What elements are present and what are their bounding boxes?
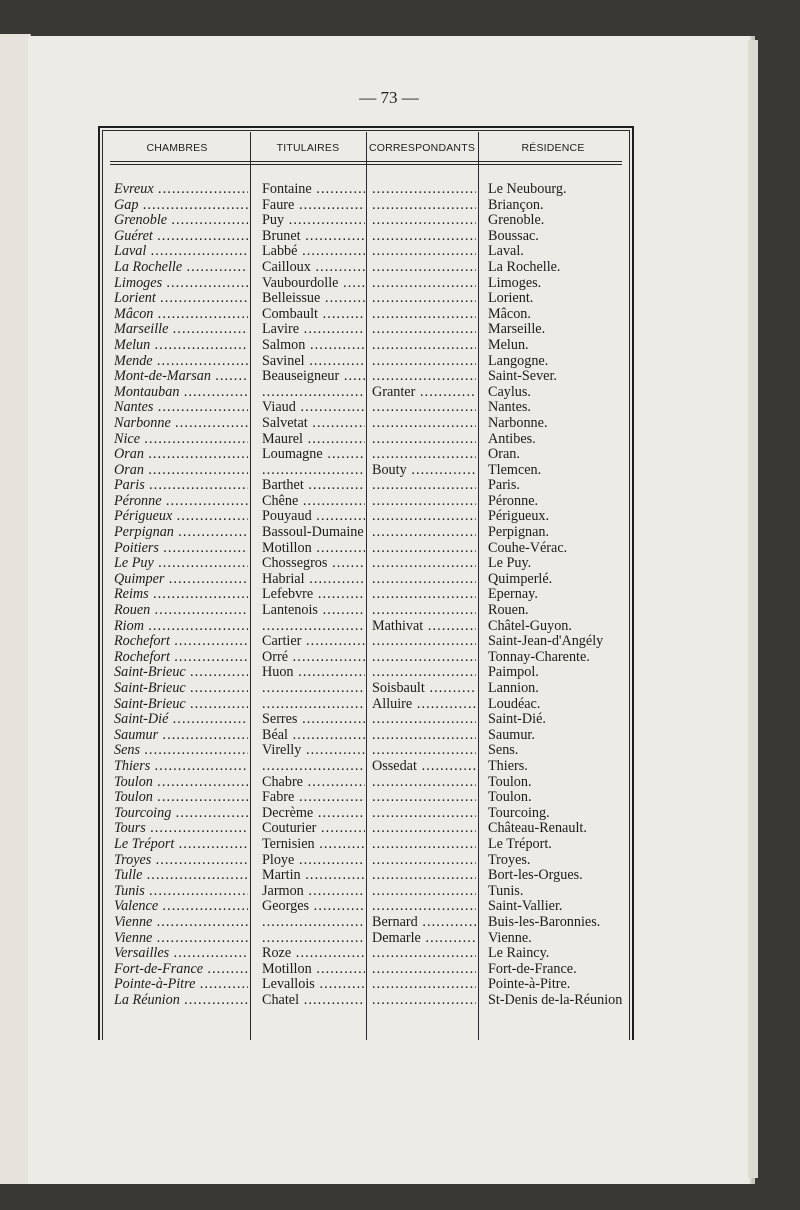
table-row — [100, 977, 632, 993]
table-row — [100, 884, 632, 900]
document-page — [28, 36, 750, 1184]
residence-cell: Marseille. — [488, 322, 546, 338]
table-row — [100, 665, 632, 681]
table-row — [100, 556, 632, 572]
table-row — [100, 244, 632, 260]
table-row — [100, 634, 632, 650]
page-number: — 73 — — [359, 88, 419, 107]
titulaire-cell: Barthet ..... — [262, 478, 365, 494]
correspondant-cell — [372, 354, 476, 370]
correspondant-cell — [372, 509, 476, 525]
titulaire-cell: Combault ..... — [262, 307, 365, 323]
chamber-cell: Mâcon ..... — [114, 307, 248, 323]
titulaire-cell: Couturier ..... — [262, 821, 365, 837]
table-row — [100, 369, 632, 385]
residence-cell: Quimperlé. — [488, 571, 553, 587]
titulaire-cell: Habrial ..... — [262, 572, 365, 588]
residence-cell: Saint-Sever. — [488, 369, 557, 385]
residence-cell: Thiers. — [488, 758, 528, 774]
correspondant-cell: Alluire ..... — [372, 697, 476, 713]
table-row — [100, 775, 632, 791]
residence-cell: Fort-de-France. — [488, 961, 577, 977]
correspondant-cell — [372, 541, 476, 557]
residence-cell: Bort-les-Orgues. — [488, 868, 583, 884]
titulaire-cell: Huon ..... — [262, 665, 365, 681]
correspondant-cell — [372, 416, 476, 432]
chamber-cell: Reims ..... — [114, 587, 248, 603]
correspondant-cell — [372, 244, 476, 260]
chamber-cell: Nice ..... — [114, 432, 248, 448]
header-rule — [110, 164, 622, 165]
correspondant-cell: Ossedat ..... — [372, 759, 476, 775]
table-row — [100, 229, 632, 245]
table-row — [100, 338, 632, 354]
correspondant-cell — [372, 712, 476, 728]
residence-cell: Antibes. — [488, 431, 536, 447]
correspondant-cell — [372, 369, 476, 385]
residence-cell: Le Raincy. — [488, 946, 550, 962]
table-row — [100, 182, 632, 198]
header-residence: RÉSIDENCE — [521, 142, 585, 154]
correspondant-cell — [372, 182, 476, 198]
titulaire-cell: Cartier ..... — [262, 634, 365, 650]
chamber-cell: Gap ..... — [114, 198, 248, 214]
correspondant-cell — [372, 946, 476, 962]
correspondant-cell — [372, 993, 476, 1009]
chamber-cell: Saint-Brieuc ..... — [114, 681, 248, 697]
titulaire-cell: Belleissue ..... — [262, 291, 365, 307]
table-row — [100, 525, 632, 541]
titulaire-cell: Vaubourdolle ..... — [262, 276, 365, 292]
titulaire-cell: Fabre ..... — [262, 790, 365, 806]
correspondant-cell — [372, 494, 476, 510]
residence-cell: Saint-Dié. — [488, 712, 546, 728]
table-row — [100, 743, 632, 759]
chamber-cell: Saumur ..... — [114, 728, 248, 744]
correspondant-cell — [372, 198, 476, 214]
residence-cell: Péronne. — [488, 493, 539, 509]
chamber-cell: Oran ..... — [114, 447, 248, 463]
table-row — [100, 806, 632, 822]
titulaire-cell: Roze ..... — [262, 946, 365, 962]
correspondant-cell — [372, 650, 476, 666]
correspondant-cell — [372, 525, 476, 541]
titulaire-cell: Loumagne ..... — [262, 447, 365, 463]
chamber-cell: Limoges ..... — [114, 276, 248, 292]
chamber-cell: Evreux ..... — [114, 182, 248, 198]
titulaire-cell — [262, 385, 365, 401]
titulaire-cell — [262, 697, 365, 713]
table-row — [100, 447, 632, 463]
table-row — [100, 291, 632, 307]
chamber-cell: Quimper ..... — [114, 572, 248, 588]
correspondant-cell — [372, 447, 476, 463]
correspondant-cell — [372, 790, 476, 806]
residence-cell: Lannion. — [488, 681, 539, 696]
chamber-cell: Oran ..... — [114, 463, 248, 479]
chamber-cell: Tunis ..... — [114, 884, 248, 900]
table-row — [100, 619, 632, 635]
chamber-cell: La Réunion ..... — [114, 993, 248, 1009]
header-correspondants: CORRESPONDANTS — [368, 142, 476, 154]
correspondant-cell — [372, 743, 476, 759]
residence-cell: Laval. — [488, 244, 524, 260]
residence-cell: Nantes. — [488, 400, 531, 416]
table-row — [100, 697, 632, 713]
residence-cell: Paris. — [488, 478, 520, 494]
residence-cell: La Rochelle. — [488, 259, 561, 275]
correspondant-cell: Demarle ..... — [372, 931, 476, 947]
chamber-cell: Saint-Brieuc ..... — [114, 665, 248, 681]
table-row — [100, 463, 632, 479]
table-row — [100, 915, 632, 931]
chamber-cell: Périgueux ..... — [114, 509, 248, 525]
correspondant-cell — [372, 307, 476, 323]
header-rule — [110, 161, 622, 162]
residence-cell: Le Neubourg. — [488, 182, 567, 197]
table-row — [100, 541, 632, 557]
titulaire-cell: Labbé ..... — [262, 244, 365, 260]
table-row — [100, 478, 632, 494]
correspondant-cell — [372, 587, 476, 603]
correspondant-cell — [372, 322, 476, 338]
chamber-cell: Laval ..... — [114, 244, 248, 260]
correspondant-cell — [372, 775, 476, 791]
header-chambres: CHAMBRES — [146, 142, 208, 154]
residence-cell: Narbonne. — [488, 415, 548, 431]
chamber-cell: Narbonne ..... — [114, 416, 248, 432]
correspondant-cell — [372, 603, 476, 619]
correspondant-cell — [372, 291, 476, 307]
chamber-cell: Thiers ..... — [114, 759, 248, 775]
correspondant-cell — [372, 400, 476, 416]
chamber-cell: Mont-de-Marsan ..... — [114, 369, 248, 385]
table-row — [100, 899, 632, 915]
chamber-cell: Troyes ..... — [114, 853, 248, 869]
table-row — [100, 276, 632, 292]
titulaire-cell: Chatel ..... — [262, 993, 365, 1009]
correspondant-cell — [372, 962, 476, 978]
table-row — [100, 572, 632, 588]
titulaire-cell — [262, 681, 365, 697]
header-titulaires: TITULAIRES — [276, 142, 340, 154]
correspondant-cell — [372, 556, 476, 572]
table-row — [100, 385, 632, 401]
titulaire-cell — [262, 619, 365, 635]
correspondant-cell — [372, 884, 476, 900]
titulaire-cell: Chossegros ..... — [262, 556, 365, 572]
correspondant-cell — [372, 899, 476, 915]
residence-cell: Périgueux. — [488, 509, 550, 525]
chamber-cell: Melun ..... — [114, 338, 248, 354]
chamber-cell: Péronne ..... — [114, 494, 248, 510]
residence-cell: Le Puy. — [488, 556, 532, 572]
chamber-cell: Saint-Brieuc ..... — [114, 697, 248, 713]
table-row — [100, 837, 632, 853]
chamber-cell: Riom ..... — [114, 619, 248, 635]
residence-cell: Mâcon. — [488, 306, 531, 322]
residence-cell: Langogne. — [488, 353, 549, 369]
correspondant-cell — [372, 634, 476, 650]
titulaire-cell: Motillon ..... — [262, 962, 365, 978]
titulaire-cell: Lefebvre ..... — [262, 587, 365, 603]
titulaire-cell — [262, 759, 365, 775]
residence-cell: Grenoble. — [488, 213, 545, 229]
chamber-cell: Le Puy ..... — [114, 556, 248, 572]
chamber-cell: Grenoble ..... — [114, 213, 248, 229]
table-row — [100, 307, 632, 323]
residence-cell: Tunis. — [488, 883, 524, 899]
table-body — [100, 182, 632, 1008]
chamber-cell: Toulon ..... — [114, 775, 248, 791]
correspondant-cell: Bouty ..... — [372, 463, 476, 479]
chamber-cell: Nantes ..... — [114, 400, 248, 416]
correspondant-cell: Mathivat ..... — [372, 619, 476, 635]
correspondant-cell — [372, 868, 476, 884]
correspondant-cell — [372, 276, 476, 292]
chamber-cell: Paris ..... — [114, 478, 248, 494]
table-row — [100, 494, 632, 510]
residence-cell: Limoges. — [488, 275, 542, 291]
residence-cell: Melun. — [488, 337, 529, 353]
residence-cell: Troyes. — [488, 852, 531, 868]
chamber-cell: Guéret ..... — [114, 229, 248, 245]
table-row — [100, 712, 632, 728]
titulaire-cell: Decrème ..... — [262, 806, 365, 822]
residence-cell: Tonnay-Charente. — [488, 649, 590, 665]
chamber-cell: Marseille ..... — [114, 322, 248, 338]
table-row — [100, 416, 632, 432]
correspondant-cell: Soisbault ..... — [372, 681, 476, 697]
residence-cell: Epernay. — [488, 587, 538, 603]
chamber-cell: Tulle ..... — [114, 868, 248, 884]
table-row — [100, 603, 632, 619]
residence-cell: Sens. — [488, 743, 519, 759]
residence-cell: Loudéac. — [488, 696, 541, 712]
table-row — [100, 681, 632, 697]
table-row — [100, 759, 632, 775]
chamber-cell: Lorient ..... — [114, 291, 248, 307]
correspondant-cell — [372, 338, 476, 354]
titulaire-cell: Fontaine ..... — [262, 182, 365, 198]
residence-cell: Saint-Vallier. — [488, 899, 563, 915]
residence-cell: Toulon. — [488, 774, 532, 790]
table-row — [100, 993, 632, 1009]
residence-cell: Oran. — [488, 447, 520, 463]
titulaire-cell: Motillon ..... — [262, 541, 365, 557]
titulaire-cell — [262, 463, 365, 479]
titulaire-cell: Salmon ..... — [262, 338, 365, 354]
chamber-cell: Sens ..... — [114, 743, 248, 759]
titulaire-cell: Jarmon ..... — [262, 884, 365, 900]
chamber-cell: Tourcoing ..... — [114, 806, 248, 822]
chamber-cell: Le Tréport ..... — [114, 837, 248, 853]
chamber-cell: La Rochelle ..... — [114, 260, 248, 276]
chamber-cell: Versailles ..... — [114, 946, 248, 962]
titulaire-cell: Beauseigneur ..... — [262, 369, 365, 385]
correspondant-cell — [372, 260, 476, 276]
table-row — [100, 260, 632, 276]
table-row — [100, 198, 632, 214]
titulaire-cell: Virelly ..... — [262, 743, 365, 759]
correspondant-cell — [372, 837, 476, 853]
residence-cell: Vienne. — [488, 930, 532, 946]
chamber-cell: Fort-de-France ..... — [114, 962, 248, 978]
chamber-cell: Vienne ..... — [114, 931, 248, 947]
titulaire-cell: Béal ..... — [262, 728, 365, 744]
titulaire-cell: Ploye ..... — [262, 853, 365, 869]
titulaire-cell: Pouyaud ..... — [262, 509, 365, 525]
table-row — [100, 790, 632, 806]
chamber-cell: Toulon ..... — [114, 790, 248, 806]
titulaire-cell: Brunet ..... — [262, 229, 365, 245]
titulaire-cell: Levallois ..... — [262, 977, 365, 993]
residence-cell: Caylus. — [488, 384, 531, 400]
correspondant-cell — [372, 432, 476, 448]
table-row — [100, 821, 632, 837]
table-row — [100, 868, 632, 884]
titulaire-cell: Faure ..... — [262, 198, 365, 214]
previous-page-edge — [0, 34, 31, 1184]
titulaire-cell: Chabre ..... — [262, 775, 365, 791]
correspondant-cell — [372, 229, 476, 245]
residence-cell: St-Denis de-la-Réunion — [488, 992, 623, 1008]
residence-cell: Pointe-à-Pitre. — [488, 977, 571, 993]
residence-cell: Tourcoing. — [488, 805, 550, 821]
table-row — [100, 509, 632, 525]
table-row — [100, 587, 632, 603]
titulaire-cell: Lavire ..... — [262, 322, 365, 338]
titulaire-cell: Savinel ..... — [262, 354, 365, 370]
residence-cell: Toulon. — [488, 790, 532, 806]
residence-cell: Perpignan. — [488, 525, 550, 541]
residence-cell: Paimpol. — [488, 665, 539, 681]
residence-cell: Tlemcen. — [488, 462, 542, 478]
titulaire-cell: Georges ..... — [262, 899, 365, 915]
correspondant-cell — [372, 821, 476, 837]
residence-cell: Saumur. — [488, 727, 535, 743]
table-row — [100, 853, 632, 869]
correspondant-cell — [372, 213, 476, 229]
correspondant-cell — [372, 478, 476, 494]
correspondant-cell — [372, 572, 476, 588]
titulaire-cell: Ternisien ..... — [262, 837, 365, 853]
table-row — [100, 432, 632, 448]
titulaire-cell: Orré ..... — [262, 650, 365, 666]
chamber-cell: Saint-Dié ..... — [114, 712, 248, 728]
titulaire-cell: Cailloux ..... — [262, 260, 365, 276]
titulaire-cell: Chêne ..... — [262, 494, 365, 510]
titulaire-cell: Bassoul-Dumaine ..... — [262, 525, 365, 541]
chamber-cell: Mende ..... — [114, 354, 248, 370]
chamber-cell: Rouen ..... — [114, 603, 248, 619]
correspondant-cell — [372, 853, 476, 869]
residence-cell: Briançon. — [488, 197, 544, 213]
titulaire-cell — [262, 931, 365, 947]
chamber-cell: Tours ..... — [114, 821, 248, 837]
chamber-cell: Montauban ..... — [114, 385, 248, 401]
titulaire-cell: Puy ..... — [262, 213, 365, 229]
correspondant-cell — [372, 806, 476, 822]
residence-cell: Rouen. — [488, 603, 529, 619]
table-row — [100, 354, 632, 370]
residence-cell: Couhe-Vérac. — [488, 540, 568, 556]
table-row — [100, 400, 632, 416]
table-row — [100, 650, 632, 666]
correspondant-cell — [372, 977, 476, 993]
titulaire-cell: Salvetat ..... — [262, 416, 365, 432]
table-row — [100, 322, 632, 338]
table-row — [100, 728, 632, 744]
table-row — [100, 946, 632, 962]
residence-cell: Château-Renault. — [488, 821, 587, 837]
chamber-cell: Vienne ..... — [114, 915, 248, 931]
table-row — [100, 931, 632, 947]
residence-cell: Lorient. — [488, 291, 534, 307]
chambers-table — [98, 126, 634, 1040]
titulaire-cell: Serres ..... — [262, 712, 365, 728]
titulaire-cell: Viaud ..... — [262, 400, 365, 416]
correspondant-cell: Bernard ..... — [372, 915, 476, 931]
chamber-cell: Poitiers ..... — [114, 541, 248, 557]
titulaire-cell: Martin ..... — [262, 868, 365, 884]
residence-cell: Saint-Jean-d'Angély — [488, 634, 604, 650]
correspondant-cell: Granter ..... — [372, 385, 476, 401]
titulaire-cell: Maurel ..... — [262, 432, 365, 448]
chamber-cell: Rochefort ..... — [114, 650, 248, 666]
chamber-cell: Perpignan ..... — [114, 525, 248, 541]
residence-cell: Buis-les-Baronnies. — [488, 914, 601, 930]
correspondant-cell — [372, 665, 476, 681]
correspondant-cell — [372, 728, 476, 744]
chamber-cell: Pointe-à-Pitre ..... — [114, 977, 248, 993]
table-row — [100, 213, 632, 229]
titulaire-cell — [262, 915, 365, 931]
chamber-cell: Valence ..... — [114, 899, 248, 915]
residence-cell: Le Tréport. — [488, 836, 552, 852]
table-row — [100, 962, 632, 978]
page-stack-edge — [748, 40, 758, 1178]
chamber-cell: Rochefort ..... — [114, 634, 248, 650]
residence-cell: Châtel-Guyon. — [488, 618, 572, 634]
residence-cell: Boussac. — [488, 228, 539, 244]
titulaire-cell: Lantenois ..... — [262, 603, 365, 619]
